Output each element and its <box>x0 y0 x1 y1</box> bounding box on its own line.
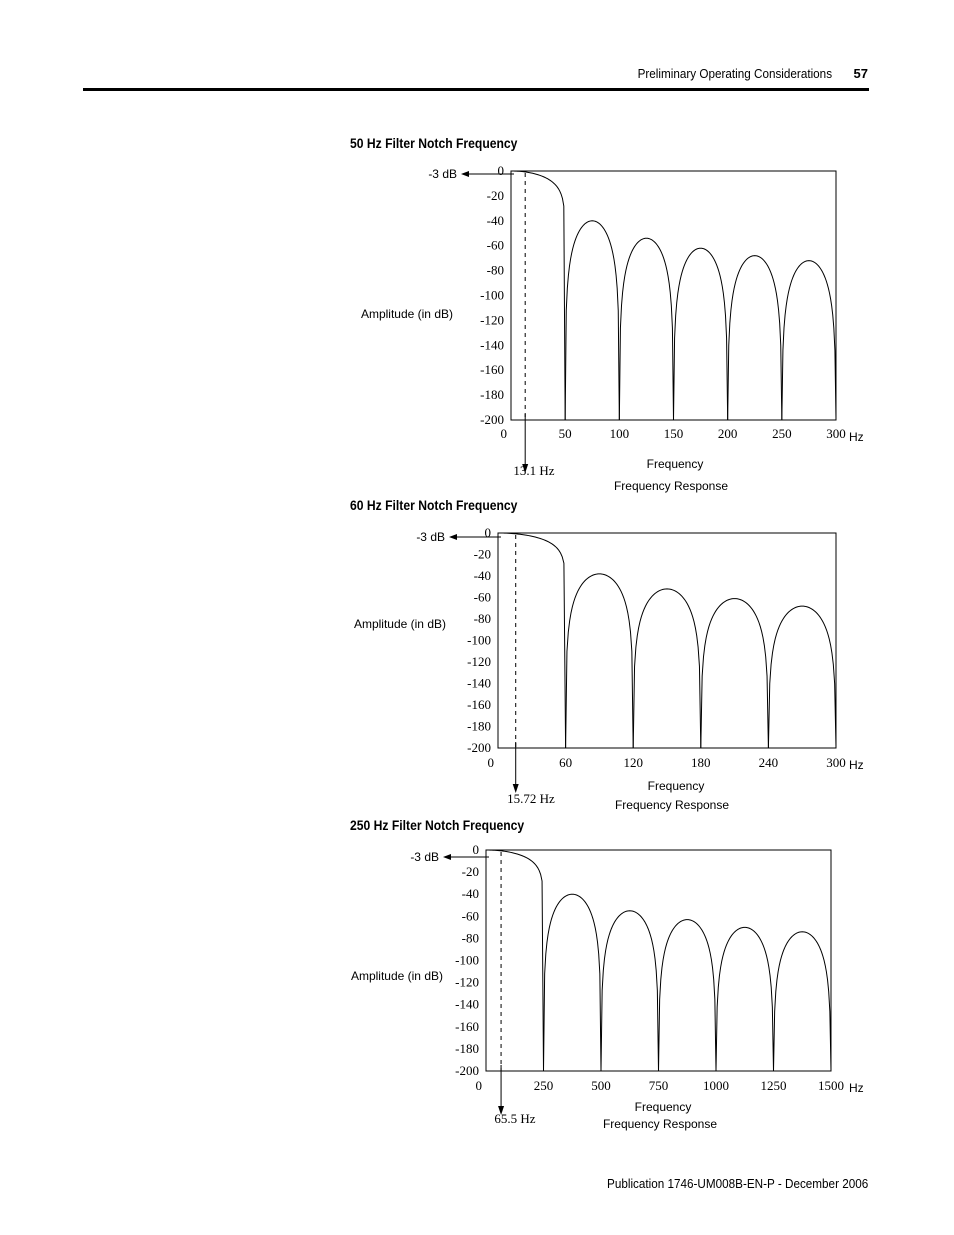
y-tick-label: -40 <box>486 212 504 228</box>
response-main-lobe <box>511 171 565 420</box>
y-axis-label: Amplitude (in dB) <box>353 617 446 631</box>
minus3db-label: -3 dB <box>428 167 457 181</box>
chart-title-250hz: 250 Hz Filter Notch Frequency <box>350 818 525 833</box>
y-tick-label: -20 <box>461 864 479 880</box>
y-tick-label: 0 <box>497 163 504 178</box>
x-unit-label: Hz <box>849 1081 864 1095</box>
chart-caption: Frequency Response <box>614 798 730 812</box>
x-tick-label: 1000 <box>703 1078 729 1093</box>
minus3db-label: -3 dB <box>416 530 445 544</box>
response-main-lobe <box>486 850 544 1071</box>
response-side-lobe <box>728 256 782 420</box>
y-tick-label: -140 <box>455 996 479 1012</box>
x-tick-label: 1500 <box>818 1078 844 1093</box>
chart-caption: Frequency Response <box>602 1117 718 1131</box>
x-tick-label: 0 <box>487 755 494 770</box>
x-tick-label: 300 <box>826 426 846 441</box>
response-side-lobe <box>659 920 717 1071</box>
x-tick-label: 50 <box>558 426 572 441</box>
y-axis-label: Amplitude (in dB) <box>350 969 443 983</box>
y-tick-label: -120 <box>455 974 479 990</box>
chart-title-50hz: 50 Hz Filter Notch Frequency <box>350 136 518 151</box>
response-side-lobe <box>716 927 774 1071</box>
y-tick-label: -20 <box>486 187 504 203</box>
x-tick-label: 500 <box>591 1078 611 1093</box>
y-tick-label: -40 <box>461 886 479 902</box>
y-tick-label: -80 <box>461 930 479 946</box>
y-tick-label: -120 <box>467 654 491 669</box>
response-side-lobe <box>619 238 673 420</box>
cutoff-label: 13.1 Hz <box>513 463 555 478</box>
y-tick-label: -140 <box>480 337 504 353</box>
cutoff-label: 65.5 Hz <box>494 1111 536 1126</box>
response-side-lobe <box>782 261 836 420</box>
response-side-lobe <box>566 574 634 748</box>
x-tick-label: 200 <box>717 426 738 441</box>
response-side-lobe <box>601 911 659 1071</box>
y-tick-label: -200 <box>467 740 491 755</box>
y-axis-label: Amplitude (in dB) <box>360 307 453 321</box>
y-tick-label: -40 <box>473 568 491 583</box>
chart-60hz <box>0 515 954 820</box>
x-axis-label: Frequency <box>634 1100 692 1114</box>
minus3db-label: -3 dB <box>410 850 439 864</box>
y-tick-label: -200 <box>455 1063 479 1078</box>
y-tick-label: -120 <box>480 312 504 328</box>
chart-50hz <box>0 155 954 500</box>
response-side-lobe <box>633 589 701 748</box>
minus3db-arrow-head <box>443 854 451 860</box>
y-tick-label: -100 <box>467 632 491 648</box>
y-tick-label: 0 <box>472 842 479 857</box>
y-tick-label: -60 <box>473 589 491 605</box>
response-side-lobe <box>674 248 728 420</box>
x-tick-label: 100 <box>609 426 630 441</box>
chart-title-60hz: 60 Hz Filter Notch Frequency <box>350 498 518 513</box>
response-side-lobe <box>544 894 602 1071</box>
publication-footer: Publication 1746-UM008B-EN-P - December 2006 <box>606 1176 868 1191</box>
minus3db-arrow-head <box>461 171 469 177</box>
y-tick-label: -100 <box>455 952 479 968</box>
x-axis-label: Frequency <box>647 779 705 793</box>
y-tick-label: -100 <box>480 287 504 303</box>
response-main-lobe <box>498 533 566 748</box>
y-tick-label: -180 <box>455 1040 479 1056</box>
y-tick-label: -160 <box>467 697 491 712</box>
header-rule <box>83 88 869 91</box>
running-header-title: Preliminary Operating Considerations <box>637 66 832 81</box>
response-side-lobe <box>774 932 832 1071</box>
x-tick-label: 300 <box>826 755 846 770</box>
y-tick-label: -80 <box>486 262 504 278</box>
minus3db-arrow-head <box>449 534 457 540</box>
x-tick-label: 60 <box>559 755 573 770</box>
y-tick-label: -160 <box>455 1018 479 1034</box>
x-tick-label: 250 <box>772 426 792 441</box>
y-tick-label: -20 <box>473 546 491 562</box>
y-tick-label: -160 <box>480 362 504 378</box>
x-tick-label: 250 <box>533 1078 554 1093</box>
x-tick-label: 0 <box>500 426 507 441</box>
x-axis-label: Frequency <box>646 457 704 471</box>
x-unit-label: Hz <box>849 430 864 444</box>
x-tick-label: 180 <box>691 755 711 770</box>
y-tick-label: -140 <box>467 675 491 691</box>
x-tick-label: 120 <box>623 755 643 770</box>
x-tick-label: 750 <box>648 1078 669 1093</box>
y-tick-label: -60 <box>486 237 504 253</box>
y-tick-label: -200 <box>480 412 504 427</box>
x-unit-label: Hz <box>849 758 864 772</box>
y-tick-label: -180 <box>467 718 491 734</box>
y-tick-label: 0 <box>484 525 491 540</box>
x-tick-label: 240 <box>758 755 779 770</box>
page-number: 57 <box>853 66 868 81</box>
chart-caption: Frequency Response <box>613 479 729 493</box>
x-tick-label: 1250 <box>760 1078 787 1093</box>
x-tick-label: 150 <box>663 426 684 441</box>
response-side-lobe <box>768 606 836 748</box>
response-side-lobe <box>701 599 769 748</box>
y-tick-label: -60 <box>461 908 479 924</box>
cutoff-label: 15.72 Hz <box>507 791 555 806</box>
y-tick-label: -180 <box>480 387 504 403</box>
response-side-lobe <box>565 221 619 420</box>
y-tick-label: -80 <box>473 611 491 626</box>
chart-250hz <box>0 835 954 1135</box>
x-tick-label: 0 <box>475 1078 482 1093</box>
plot-frame <box>498 533 836 748</box>
